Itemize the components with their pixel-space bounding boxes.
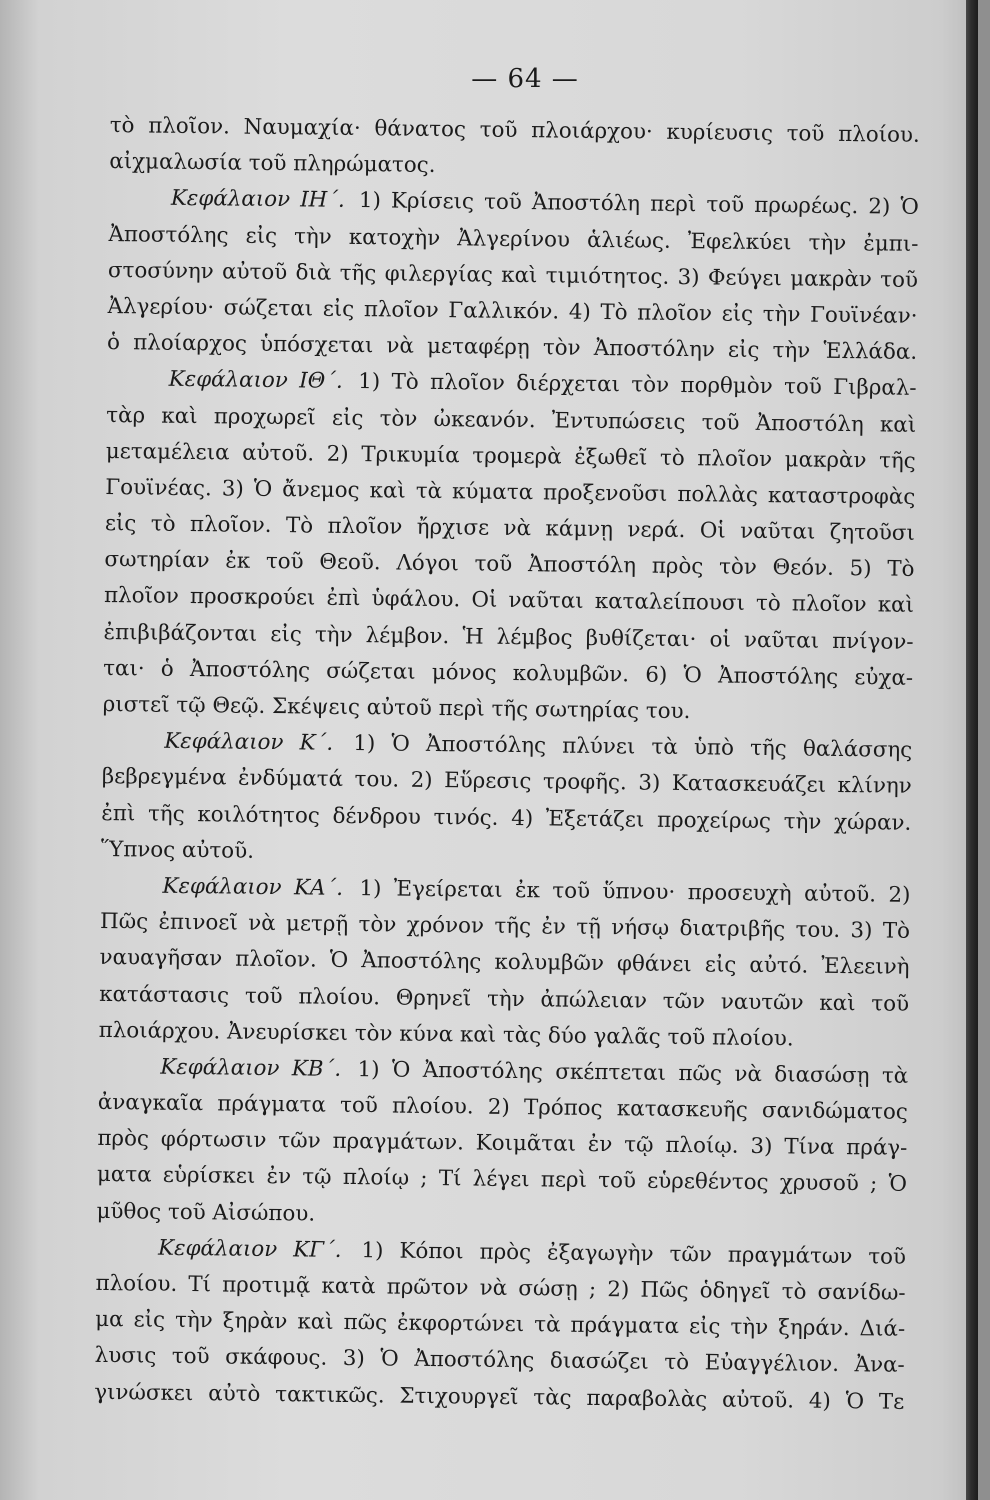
line-text: ται· ὁ Ἀποστόλης σώζεται μόνος κολυμβῶν. 6) Ὁ Ἀποστόλης εὐχα- — [103, 655, 914, 691]
line-text: τὰρ καὶ προχωρεῖ εἰς τὸν ὠκεανόν. Ἐντυπώσεις τοῦ Ἀποστόλη καὶ — [106, 402, 917, 438]
line-text: εἰς τὸ πλοῖον. Τὸ πλοῖον ἤρχισε νὰ κάμνῃ νερά. Οἱ ναῦται ζητοῦσι — [104, 511, 916, 546]
line-text: σωτηρίαν ἐκ τοῦ Θεοῦ. Λόγοι τοῦ Ἀποστόλη πρὸς τὸν Θεόν. 5) Τὸ — [104, 547, 915, 583]
line-text: μα εἰς τὴν ξηρὰν καὶ πῶς ἐκφορτώνει τὰ πράγματα εἰς τὴν ξηράν. Διά- — [95, 1307, 906, 1342]
page-number: — 64 — — [471, 64, 579, 94]
chapter-title: Κεφάλαιον ΚΑ΄. — [162, 873, 344, 901]
line-text: Ἀλγερίου· σώζεται εἰς πλοῖον Γαλλικόν. 4) Τὸ πλοῖον εἰς τὴν Γουϊνέαν· — [107, 293, 918, 329]
line-text: Ἀποστόλης εἰς τὴν κατοχὴν Ἀλγερίνου ἁλιέως. Ἐφελκύει τὴν ἐμπι- — [108, 221, 919, 257]
line-text: 1) Κόποι πρὸς ἐξαγωγὴν τῶν πραγμάτων τοῦ — [361, 1237, 907, 1270]
line-text: ὁ πλοίαρχος ὑπόσχεται νὰ μεταφέρῃ τὸν Ἀποστόλην εἰς τὴν Ἑλλάδα. — [106, 330, 918, 366]
line-text: 1) Τὸ πλοῖον διέρχεται τὸν πορθμὸν τοῦ Γιβραλ- — [358, 369, 917, 402]
line-text: λυσις τοῦ σκάφους. 3) Ὁ Ἀποστόλης διασώζει τὸ Εὐαγγέλιον. Ἀνα- — [94, 1343, 905, 1379]
line-text: ἐπὶ τῆς κοιλότητος δένδρου τινός. 4) Ἐξετάζει προχείρως τὴν χώραν. — [101, 800, 912, 836]
line-text: 1) Ὁ Ἀποστόλης πλύνει τὰ ὑπὸ τῆς θαλάσσης — [353, 731, 913, 764]
line-text: πλοῖον προσκρούει ἐπὶ ὑφάλου. Οἱ ναῦται καταλείπουσι τὸ πλοῖον καὶ — [103, 583, 915, 619]
line-text: πρὸς φόρτωσιν τῶν πραγμάτων. Κοιμᾶται ἐν τῷ πλοίῳ. 3) Τίνα πράγ- — [97, 1126, 908, 1162]
line-text: γινώσκει αὐτὸ τακτικῶς. Στιχουργεῖ τὰς παραβολὰς αὐτοῦ. 4) Ὁ Τε — [94, 1379, 905, 1415]
line-text: πλοίου. Τί προτιμᾷ κατὰ πρῶτον νὰ σώσῃ ; 2) Πῶς ὁδηγεῖ τὸ σανίδω- — [95, 1270, 906, 1306]
line-text: κατάστασις τοῦ πλοίου. Θρηνεῖ τὴν ἀπώλειαν τῶν ναυτῶν καὶ τοῦ — [99, 981, 910, 1017]
line-text: μεταμέλεια αὐτοῦ. 2) Τρικυμία τρομερὰ ἐξωθεῖ τὸ πλοῖον μακρὰν τῆς — [105, 438, 916, 474]
line-text: 1) Κρίσεις τοῦ Ἀποστόλη περὶ τοῦ πρωρέως. 2) Ὁ — [358, 188, 919, 221]
line-text: βεβρεγμένα ἐνδύματά του. 2) Εὕρεσις τροφῆς. 3) Κατασκευάζει κλίνην — [101, 764, 912, 800]
chapter-title: Κεφάλαιον ΚΓ΄. — [157, 1235, 342, 1263]
line-text: Πῶς ἐπινοεῖ νὰ μετρῇ τὸν χρόνον τῆς ἐν τῇ νήσῳ διατριβῆς του. 3) Τὸ — [99, 909, 911, 944]
page-edge-shadow — [966, 0, 978, 1500]
line-text: ἀναγκαῖα πράγματα τοῦ πλοίου. 2) Τρόπος κατασκευῆς σανιδώματος — [97, 1089, 908, 1125]
line-text: Γουϊνέας. 3) Ὁ ἄνεμος καὶ τὰ κύματα προξενοῦσι πολλὰς καταστροφὰς — [105, 474, 916, 510]
line-text: πλοιάρχου. Ἀνευρίσκει τὸν κύνα καὶ τὰς δύο γαλᾶς τοῦ πλοίου. — [98, 1017, 794, 1052]
line-text: ριστεῖ τῷ Θεῷ. Σκέψεις αὐτοῦ περὶ τῆς σωτηρίας του. — [102, 691, 691, 725]
line-text: τὸ πλοῖον. Ναυμαχία· θάνατος τοῦ πλοιάρχου· κυρίευσις τοῦ πλοίου. — [109, 112, 920, 148]
line-text: Ὕπνος αὐτοῦ. — [100, 836, 255, 864]
chapter-title: Κεφάλαιον ΚΒ΄. — [160, 1054, 342, 1082]
line-text: μῦθος τοῦ Αἰσώπου. — [96, 1198, 316, 1227]
line-text: 1) Ἐγείρεται ἐκ τοῦ ὕπνου· προσευχὴ αὐτοῦ. 2) — [359, 876, 911, 908]
chapter-title: Κεφάλαιον Κ΄. — [164, 728, 334, 756]
line-text: ματα εὑρίσκει ἐν τῷ πλοίῳ ; Τί λέγει περὶ τοῦ εὑρεθέντος χρυσοῦ ; Ὁ — [96, 1162, 908, 1198]
chapter-title: Κεφάλαιον ΙΘ΄. — [168, 367, 343, 395]
text-block — [94, 108, 920, 1421]
line-text: στοσύνην αὐτοῦ διὰ τῆς φιλεργίας καὶ τιμιότητος. 3) Φεύγει μακρὰν τοῦ — [107, 257, 919, 293]
chapter-title: Κεφάλαιον ΙΗ΄. — [170, 186, 345, 214]
line-text: ναυαγῆσαν πλοῖον. Ὁ Ἀποστόλης κολυμβῶν φθάνει εἰς αὐτό. Ἐλεεινὴ — [99, 945, 910, 981]
line-text: 1) Ὁ Ἀποστόλης σκέπτεται πῶς νὰ διασώσῃ τὰ — [357, 1056, 909, 1089]
line-text: ἐπιβιβάζονται εἰς τὴν λέμβον. Ἡ λέμβος βυθίζεται· οἱ ναῦται πνίγον- — [103, 619, 914, 655]
line-text: αἰχμαλωσία τοῦ πληρώματος. — [109, 149, 436, 179]
